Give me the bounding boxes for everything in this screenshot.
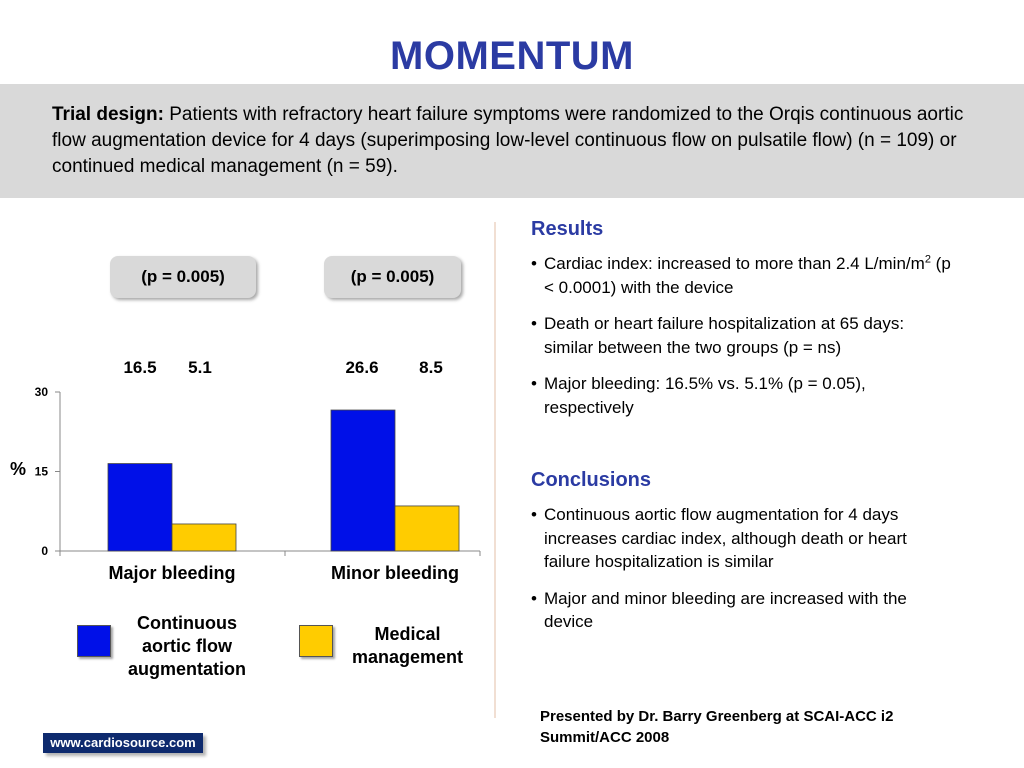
bar-medical-major-bleeding: [172, 524, 236, 551]
pvalue-badge-major: (p = 0.005): [110, 256, 256, 298]
conclusions-bullet: • Major and minor bleeding are increased with the device: [531, 587, 951, 634]
conclusions-heading: Conclusions: [531, 469, 652, 491]
results-heading: Results: [531, 218, 604, 240]
category-label: Major bleeding: [108, 563, 236, 583]
pvalue-badge-minor: (p = 0.005): [324, 256, 461, 298]
column-divider: [494, 222, 496, 718]
legend-swatch-device: [77, 625, 111, 657]
y-axis-label: %: [10, 459, 27, 479]
results-bullet: • Cardiac index: increased to more than 2.4 $L/\min/m^2$ (p < 0.0001) with the device: [531, 252, 951, 299]
data-label-device: 16.5: [123, 358, 157, 377]
superscript: 2: [924, 253, 931, 266]
cardiosource-logo[interactable]: www.cardiosource.com: [43, 733, 203, 753]
category-label: Minor bleeding: [331, 563, 459, 583]
presented-by: Presented by Dr. Barry Greenberg at SCAI-ACC i2 Summit/ACC 2008: [540, 708, 894, 746]
trial-design-label: Trial design:: [52, 104, 164, 125]
bleeding-bar-chart: [0, 350, 494, 590]
data-label-device: 26.6: [345, 358, 379, 377]
legend-label-medical: Medical management: [351, 624, 464, 667]
data-label-medical: 5.1: [188, 358, 212, 377]
y-tick-label: 15: [34, 464, 48, 479]
results-bullet: • Death or heart failure hospitalization at 65 days: similar between the two groups (p = ns): [531, 312, 951, 359]
bar-device-major-bleeding: [108, 464, 172, 551]
results-section: [531, 218, 951, 432]
bar-medical-minor-bleeding: [395, 506, 459, 551]
trial-design-text: Patients with refractory heart failure symptoms were randomized to the Orqis continuous aortic flow augmentation device for 4 days (superimposing low-level continuous flow on pulsatile flow) (n = 109) or continued medical management (n = 59).: [52, 104, 964, 177]
conclusions-section: [531, 469, 951, 647]
legend-swatch-medical: [299, 625, 333, 657]
trial-design-box: [0, 84, 1024, 198]
bar-device-minor-bleeding: [331, 410, 395, 551]
y-tick-label: 0: [41, 544, 48, 558]
results-bullet: • Major bleeding: 16.5% vs. 5.1% (p = 0.05), respectively: [531, 372, 951, 419]
conclusions-bullet: • Continuous aortic flow augmentation for 4 days increases cardiac index, although death or heart failure hospitalization is similar: [531, 503, 951, 574]
legend-label-device: Continuous aortic flow augmentation: [127, 613, 246, 679]
data-label-medical: 8.5: [419, 358, 443, 377]
slide-title: MOMENTUM: [390, 34, 634, 78]
y-tick-label: 30: [34, 385, 48, 399]
